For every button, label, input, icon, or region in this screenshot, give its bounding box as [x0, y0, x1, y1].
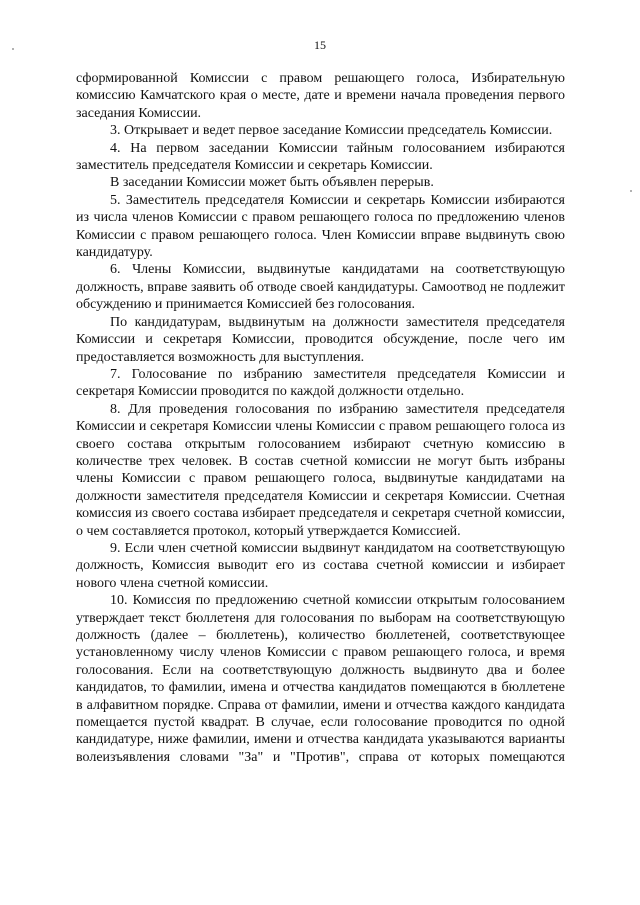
paragraph-item-4: 4. На первом заседании Комиссии тайным голосованием избираются заместитель председателя Комиссии и секретарь Комиссии.: [76, 140, 565, 174]
paragraph-break-note: В заседании Комиссии может быть объявлен перерыв.: [110, 175, 434, 191]
paragraph-item-7: 7. Голосование по избранию заместителя председателя Комиссии и секретаря Комиссии проводится по каждой должности отдельно.: [76, 366, 565, 400]
paragraph-item-8: 8. Для проведения голосования по избранию заместителя председателя Комиссии и секретаря Комиссии члены Комиссии с правом решающего голоса из своего состава открытым голосованием избирают счетную комиссию в количестве трех человек. В состав счетной комиссии не могут быть избраны члены Комиссии с правом решающего голоса, выдвинутые кандидатами на должности заместителя председателя Комиссии и секретаря Комиссии. Счетная комиссия из своего состава избирает председателя и секретаря счетной комиссии, о чем составляется протокол, который утверждается Комиссией.: [76, 401, 565, 539]
paragraph-item-3: 3. Открывает и ведет первое заседание Комиссии председатель Комиссии.: [110, 123, 553, 139]
paragraph-item-9: 9. Если член счетной комиссии выдвинут кандидатом на соответствующую должность, Комиссия выводит его из состава счетной комиссии и избирает нового члена счетной комиссии.: [76, 540, 565, 591]
paragraph-item-10: 10. Комиссия по предложению счетной комиссии открытым голосованием утверждает текст бюллетеня для голосования по выборам на соответствующую должность (далее – бюллетень), количество бюллетеней, соответствующее установленному числу членов Комиссии с правом решающего голоса, и время голосования. Если на соответствующую должность выдвинуто два и более кандидатов, то фамилии, имена и отчества кандидатов помещаются в бюллетене в алфавитном порядке. Справа от фамилии, имени и отчества каждого кандидата помещается пустой квадрат. В случае, если голосование проводится по одной кандидатуре, ниже фамилии, имени и отчества кандидата указываются варианты волеизъявления словами "За" и "Против", справа от которых помещаются: [76, 593, 565, 765]
scan-speck: [630, 190, 632, 192]
document-body: [76, 70, 565, 766]
paragraph-continuation: сформированной Комиссии с правом решающего голоса, Избирательную комиссию Камчатского края о месте, дате и времени начала проведения первого заседания Комиссии.: [76, 71, 565, 121]
page-number: 15: [314, 38, 326, 52]
paragraph-item-5: 5. Заместитель председателя Комиссии и секретарь Комиссии избираются из числа членов Комиссии с правом решающего голоса по предложению членов Комиссии с правом решающего голоса. Член Комиссии вправе выдвинуть свою кандидатуру.: [76, 192, 565, 261]
paragraph-discussion: По кандидатурам, выдвинутым на должности заместителя председателя Комиссии и секретаря Комиссии, проводится обсуждение, после чего им предоставляется возможность для выступления.: [76, 314, 565, 365]
paragraph-item-6: 6. Члены Комиссии, выдвинутые кандидатами на соответствующую должность, вправе заявить об отводе своей кандидатуры. Самоотвод не подлежит обсуждению и принимается Комиссией без голосования.: [76, 262, 565, 313]
